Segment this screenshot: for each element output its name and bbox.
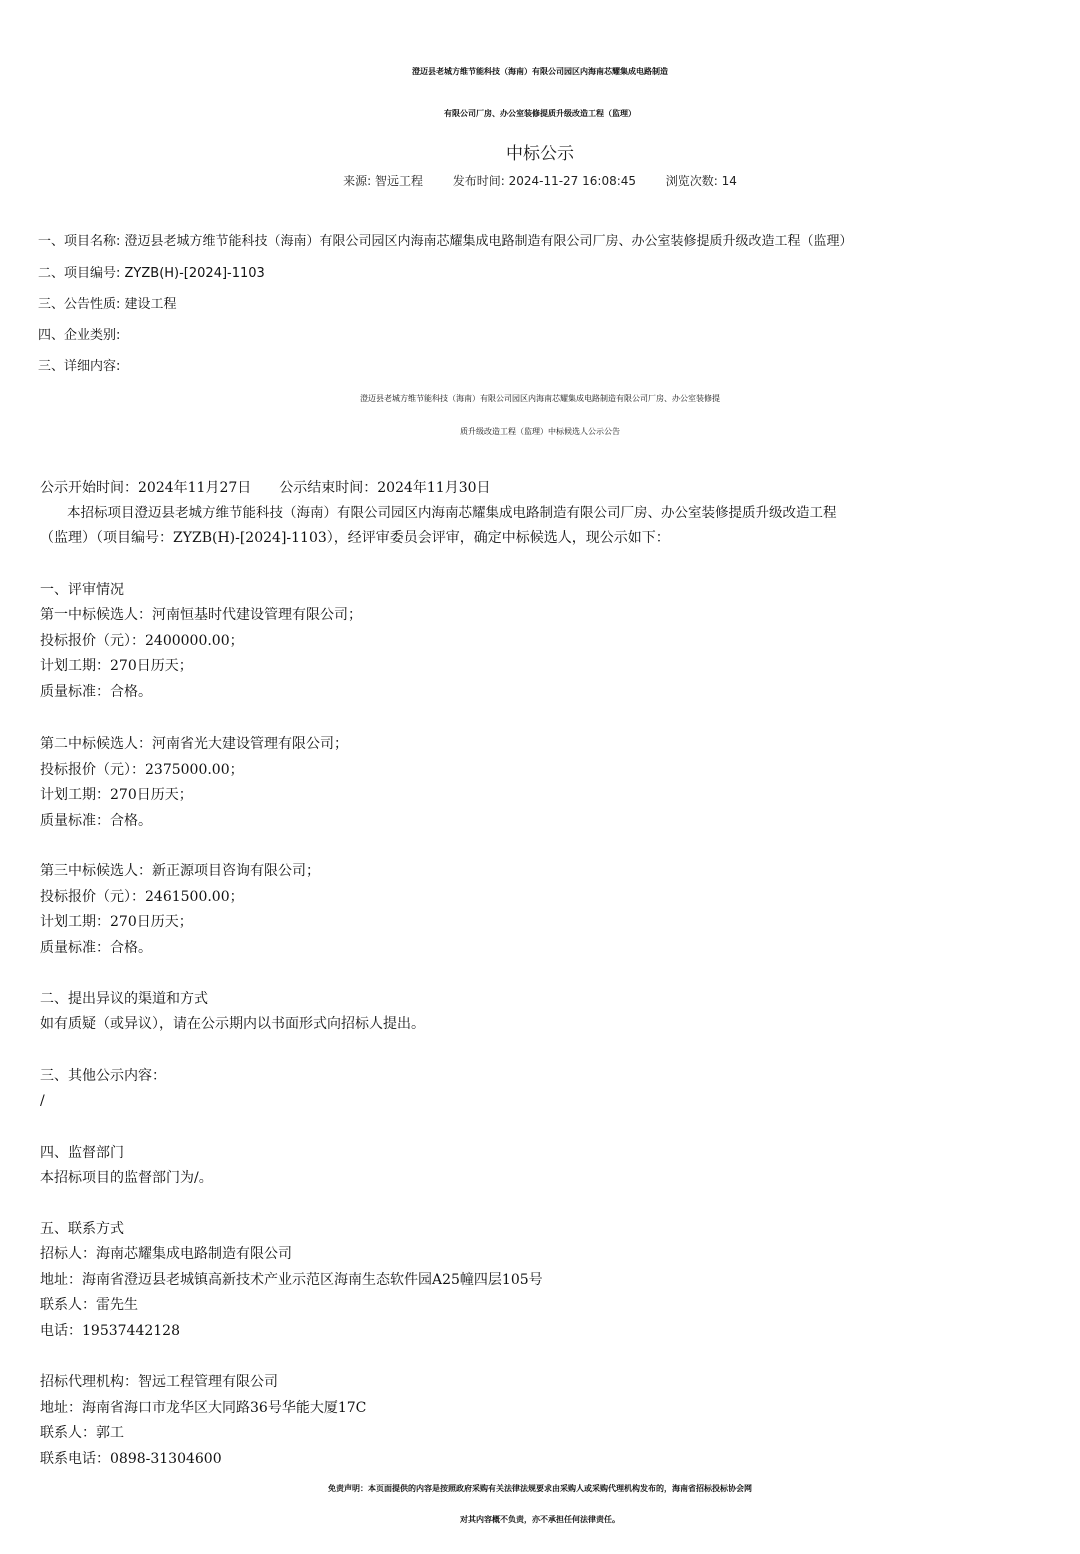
field-label: 一、项目名称: <box>38 234 121 249</box>
notice-period: 公示开始时间：2024年11月27日 公示结束时间：2024年11月30日 <box>40 480 491 496</box>
tenderer-phone: 电话：19537442128 <box>40 1323 180 1339</box>
tenderer-name: 招标人：海南芯耀集成电路制造有限公司 <box>40 1246 292 1262</box>
agency-contact-person: 联系人：郭工 <box>40 1425 124 1441</box>
disclaimer-line-2: 对其内容概不负责，亦不承担任何法律责任。 <box>460 1515 620 1524</box>
candidate-2-quality: 质量标准：合格。 <box>40 813 152 829</box>
field-label: 二、项目编号: <box>38 266 121 281</box>
notice-intro-line-2: （监理）（项目编号：ZYZB(H)-[2024]-1103），经评审委员会评审，确定中标候选人，现公示如下： <box>40 530 670 546</box>
contact-heading: 五、联系方式 <box>40 1221 124 1237</box>
field-project-code <box>38 264 265 284</box>
tenderer-contact-person: 联系人：雷先生 <box>40 1297 138 1313</box>
field-label: 三、详细内容: <box>38 359 121 374</box>
agency-name: 招标代理机构：智远工程管理有限公司 <box>40 1374 278 1390</box>
field-label: 三、公告性质: <box>38 297 121 312</box>
source-label: 来源: <box>343 174 372 188</box>
candidate-1-period: 计划工期：270日历天； <box>40 658 193 674</box>
field-value: ZYZB(H)-[2024]-1103 <box>124 266 265 281</box>
agency-phone: 联系电话：0898-31304600 <box>40 1451 222 1467</box>
field-project-name <box>38 232 853 252</box>
date-value: 2024-11-27 16:08:45 <box>508 174 637 188</box>
candidate-2-name: 第二中标候选人：河南省光大建设管理有限公司； <box>40 736 348 752</box>
review-heading: 一、评审情况 <box>40 582 124 598</box>
candidate-1-name: 第一中标候选人：河南恒基时代建设管理有限公司； <box>40 607 362 623</box>
views-value: 14 <box>721 174 737 188</box>
page-subtitle: 中标公示 <box>506 144 574 164</box>
field-label: 四、企业类别: <box>38 328 121 343</box>
candidate-3-bid: 投标报价（元）：2461500.00； <box>40 889 244 905</box>
notice-title-line-1: 澄迈县老城方维节能科技（海南）有限公司园区内海南芯耀集成电路制造有限公司厂房、办公室装修提 <box>360 394 720 403</box>
notice-title-line-2: 质升级改造工程（监理）中标候选人公示公告 <box>460 427 620 436</box>
field-company-category <box>38 326 120 346</box>
field-value: 建设工程 <box>124 297 177 312</box>
article-meta <box>0 172 1080 190</box>
candidate-3-period: 计划工期：270日历天； <box>40 914 193 930</box>
candidate-1-bid: 投标报价（元）：2400000.00； <box>40 633 244 649</box>
candidate-3-name: 第三中标候选人：新正源项目咨询有限公司； <box>40 863 320 879</box>
field-value: 澄迈县老城方维节能科技（海南）有限公司园区内海南芯耀集成电路制造有限公司厂房、办公室装修提质升级改造工程（监理） <box>124 234 853 249</box>
source-value: 智远工程 <box>375 174 424 188</box>
candidate-1-quality: 质量标准：合格。 <box>40 684 152 700</box>
supervision-heading: 四、监督部门 <box>40 1145 124 1161</box>
views-label: 浏览次数: <box>665 174 718 188</box>
candidate-2-period: 计划工期：270日历天； <box>40 787 193 803</box>
candidate-2-bid: 投标报价（元）：2375000.00； <box>40 762 244 778</box>
tenderer-address: 地址：海南省澄迈县老城镇高新技术产业示范区海南生态软件园A25幢四层105号 <box>40 1272 543 1288</box>
other-text: / <box>40 1093 45 1109</box>
objection-heading: 二、提出异议的渠道和方式 <box>40 991 208 1007</box>
field-notice-type <box>38 295 177 315</box>
agency-address: 地址：海南省海口市龙华区大同路36号华能大厦17C <box>40 1400 367 1416</box>
other-heading: 三、其他公示内容： <box>40 1068 166 1084</box>
objection-text: 如有质疑（或异议），请在公示期内以书面形式向招标人提出。 <box>40 1016 425 1032</box>
page-title-line-1: 澄迈县老城方维节能科技（海南）有限公司园区内海南芯耀集成电路制造 <box>412 67 668 76</box>
candidate-3-quality: 质量标准：合格。 <box>40 940 152 956</box>
supervision-text: 本招标项目的监督部门为/。 <box>40 1170 213 1186</box>
field-details <box>38 357 120 377</box>
date-label: 发布时间: <box>452 174 505 188</box>
page-title-line-2: 有限公司厂房、办公室装修提质升级改造工程（监理） <box>444 109 636 118</box>
notice-intro-line-1: 本招标项目澄迈县老城方维节能科技（海南）有限公司园区内海南芯耀集成电路制造有限公司厂房、办公室装修提质升级改造工程 <box>40 505 837 521</box>
disclaimer-line-1: 免责声明：本页面提供的内容是按照政府采购有关法律法规要求由采购人或采购代理机构发布的，海南省招标投标协会网 <box>328 1484 752 1493</box>
